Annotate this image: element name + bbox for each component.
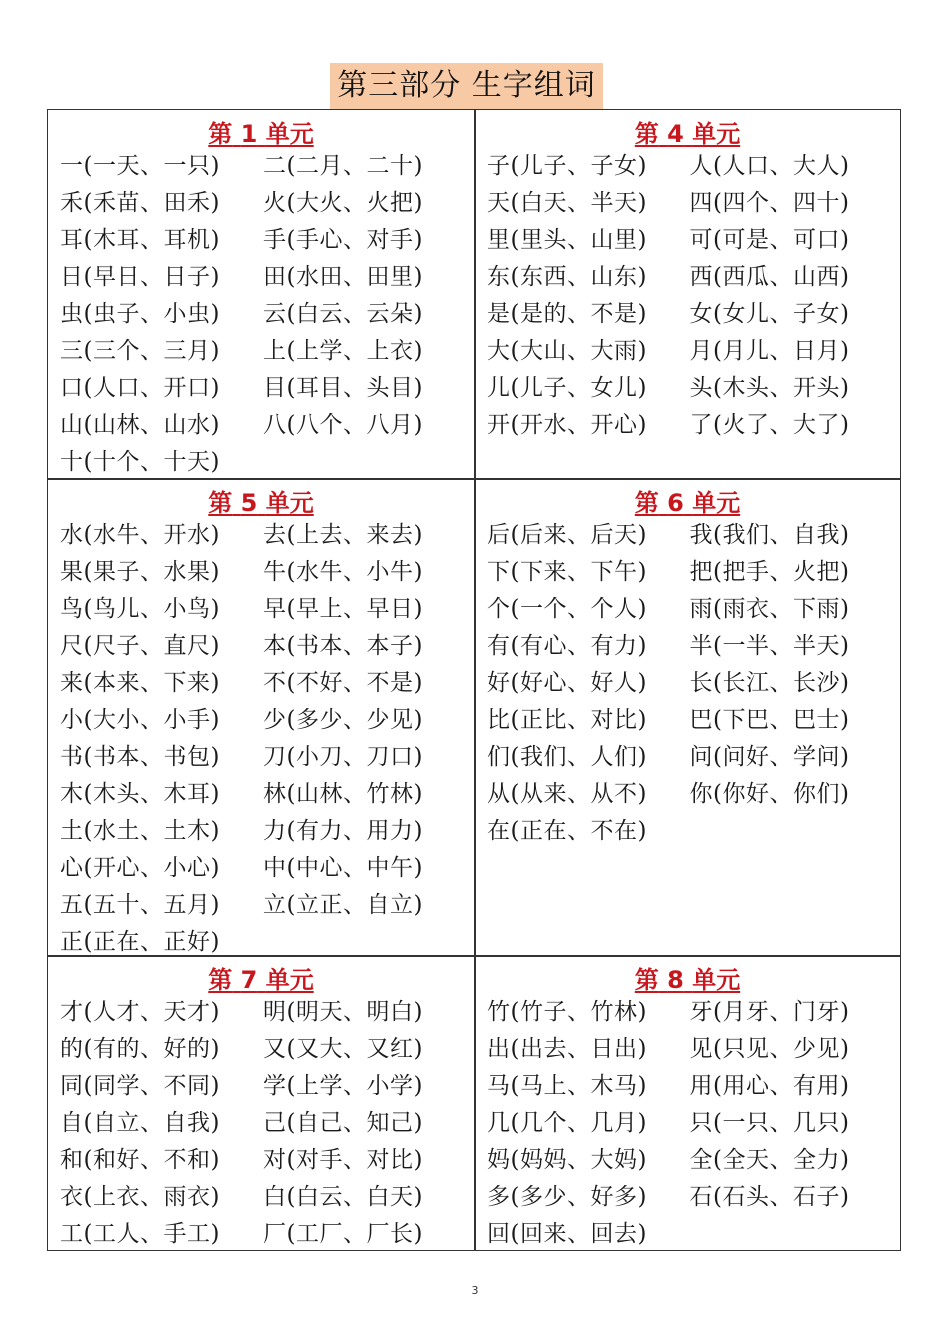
word-item: 工(工人、手工)	[60, 1221, 220, 1247]
word-item: 二(二月、二十)	[263, 153, 423, 179]
word-item: 手(手心、对手)	[263, 227, 423, 253]
word-item: 对(对手、对比)	[263, 1147, 423, 1173]
unit-4-cell	[475, 110, 900, 478]
word-list	[60, 148, 466, 481]
word-item: 多(多少、好多)	[487, 1184, 647, 1210]
word-item: 你(你好、你们)	[689, 781, 850, 807]
word-item: 虫(虫子、小虫)	[60, 301, 220, 327]
unit-title: 第 7 单元	[208, 966, 314, 994]
word-item: 水(水牛、开水)	[60, 522, 220, 548]
word-item: 心(开心、小心)	[60, 855, 220, 881]
word-item: 书(书本、书包)	[60, 744, 220, 770]
word-item: 田(水田、田里)	[263, 264, 423, 290]
word-item: 口(人口、开口)	[60, 375, 220, 401]
word-item: 见(只见、少见)	[689, 1036, 850, 1062]
word-item: 一(一天、一只)	[60, 153, 220, 179]
word-item: 用(用心、有用)	[689, 1073, 850, 1099]
word-item: 是(是的、不是)	[487, 301, 647, 327]
word-item: 来(本来、下来)	[60, 670, 220, 696]
unit-8-cell	[475, 956, 900, 1250]
word-item: 刀(小刀、刀口)	[263, 744, 423, 770]
word-item: 雨(雨衣、下雨)	[689, 596, 850, 622]
word-item: 不(不好、不是)	[263, 670, 423, 696]
word-item: 我(我们、自我)	[689, 522, 850, 548]
word-item: 头(木头、开头)	[689, 375, 850, 401]
word-item: 五(五十、五月)	[60, 892, 220, 918]
word-item: 巴(下巴、巴士)	[689, 707, 850, 733]
section-title: 第三部分 生字组词	[330, 63, 603, 109]
word-item: 女(女儿、子女)	[689, 301, 850, 327]
word-item: 和(和好、不和)	[60, 1147, 220, 1173]
word-item: 西(西瓜、山西)	[689, 264, 850, 290]
word-list	[60, 517, 466, 961]
word-item: 明(明天、明白)	[263, 999, 423, 1025]
word-item: 天(白天、半天)	[487, 190, 647, 216]
word-item: 牙(月牙、门牙)	[689, 999, 850, 1025]
word-item: 出(出去、日出)	[487, 1036, 647, 1062]
word-item: 少(多少、少见)	[263, 707, 423, 733]
word-item: 力(有力、用力)	[263, 818, 423, 844]
word-item: 尺(尺子、直尺)	[60, 633, 220, 659]
unit-title: 第 8 单元	[634, 966, 741, 994]
word-item: 竹(竹子、竹林)	[487, 999, 647, 1025]
word-item: 耳(木耳、耳机)	[60, 227, 220, 253]
word-item: 的(有的、好的)	[60, 1036, 220, 1062]
word-item: 东(东西、山东)	[487, 264, 647, 290]
word-item: 小(大小、小手)	[60, 707, 220, 733]
word-item: 大(大山、大雨)	[487, 338, 647, 364]
word-item: 比(正比、对比)	[487, 707, 647, 733]
word-item: 开(开水、开心)	[487, 412, 647, 438]
word-item: 中(中心、中午)	[263, 855, 423, 881]
word-item: 牛(水牛、小牛)	[263, 559, 423, 585]
word-list	[487, 148, 892, 444]
word-item: 上(上学、上衣)	[263, 338, 423, 364]
word-item: 禾(禾苗、田禾)	[60, 190, 220, 216]
word-item: 有(有心、有力)	[487, 633, 647, 659]
word-item: 林(山林、竹林)	[263, 781, 423, 807]
unit-title: 第 4 单元	[634, 120, 741, 148]
page-number: 3	[471, 1284, 479, 1297]
unit-6-cell	[475, 479, 900, 955]
word-item: 可(可是、可口)	[689, 227, 850, 253]
word-item: 又(又大、又红)	[263, 1036, 423, 1062]
word-item: 人(人口、大人)	[689, 153, 850, 179]
word-item: 自(自立、自我)	[60, 1110, 220, 1136]
word-list	[60, 994, 466, 1253]
word-list	[487, 994, 892, 1253]
word-list	[487, 517, 892, 850]
word-item: 石(石头、石子)	[689, 1184, 850, 1210]
word-item: 问(问好、学问)	[689, 744, 850, 770]
word-item: 半(一半、半天)	[689, 633, 850, 659]
word-item: 三(三个、三月)	[60, 338, 220, 364]
word-item: 山(山林、山水)	[60, 412, 220, 438]
word-item: 衣(上衣、雨衣)	[60, 1184, 220, 1210]
word-item: 四(四个、四十)	[689, 190, 850, 216]
word-item: 己(自己、知己)	[263, 1110, 423, 1136]
word-item: 里(里头、山里)	[487, 227, 647, 253]
word-item: 立(立正、自立)	[263, 892, 423, 918]
word-item: 果(果子、水果)	[60, 559, 220, 585]
word-item: 厂(工厂、厂长)	[263, 1221, 423, 1247]
word-item: 白(白云、白天)	[263, 1184, 423, 1210]
word-item: 木(木头、木耳)	[60, 781, 220, 807]
word-item: 们(我们、人们)	[487, 744, 647, 770]
word-item: 早(早上、早日)	[263, 596, 423, 622]
word-item: 个(一个、个人)	[487, 596, 647, 622]
word-item: 在(正在、不在)	[487, 818, 647, 844]
word-item: 八(八个、八月)	[263, 412, 423, 438]
word-item: 同(同学、不同)	[60, 1073, 220, 1099]
word-item: 儿(儿子、女儿)	[487, 375, 647, 401]
word-item: 从(从来、从不)	[487, 781, 647, 807]
word-item: 回(回来、回去)	[487, 1221, 647, 1247]
word-item: 目(耳目、头目)	[263, 375, 423, 401]
word-item: 只(一只、几只)	[689, 1110, 850, 1136]
word-item: 下(下来、下午)	[487, 559, 647, 585]
word-item: 了(火了、大了)	[689, 412, 850, 438]
word-item: 火(大火、火把)	[263, 190, 423, 216]
unit-7-cell	[48, 956, 474, 1250]
word-item: 好(好心、好人)	[487, 670, 647, 696]
word-item: 去(上去、来去)	[263, 522, 423, 548]
word-item: 日(早日、日子)	[60, 264, 220, 290]
word-item: 才(人才、天才)	[60, 999, 220, 1025]
word-item: 几(几个、几月)	[487, 1110, 647, 1136]
unit-title: 第 1 单元	[208, 120, 314, 148]
unit-1-cell	[48, 110, 474, 478]
word-item: 子(儿子、子女)	[487, 153, 647, 179]
unit-5-cell	[48, 479, 474, 955]
word-item: 后(后来、后天)	[487, 522, 647, 548]
word-item: 土(水土、土木)	[60, 818, 220, 844]
word-item: 云(白云、云朵)	[263, 301, 423, 327]
word-item: 学(上学、小学)	[263, 1073, 423, 1099]
word-item: 长(长江、长沙)	[689, 670, 850, 696]
unit-title: 第 5 单元	[208, 489, 314, 517]
vocabulary-table	[47, 109, 901, 1251]
unit-title: 第 6 单元	[634, 489, 741, 517]
word-item: 十(十个、十天)	[60, 449, 220, 475]
word-item: 全(全天、全力)	[689, 1147, 850, 1173]
word-item: 把(把手、火把)	[689, 559, 850, 585]
word-item: 本(书本、本子)	[263, 633, 423, 659]
word-item: 正(正在、正好)	[60, 929, 220, 955]
word-item: 月(月儿、日月)	[689, 338, 850, 364]
word-item: 妈(妈妈、大妈)	[487, 1147, 647, 1173]
word-item: 鸟(鸟儿、小鸟)	[60, 596, 220, 622]
word-item: 马(马上、木马)	[487, 1073, 647, 1099]
